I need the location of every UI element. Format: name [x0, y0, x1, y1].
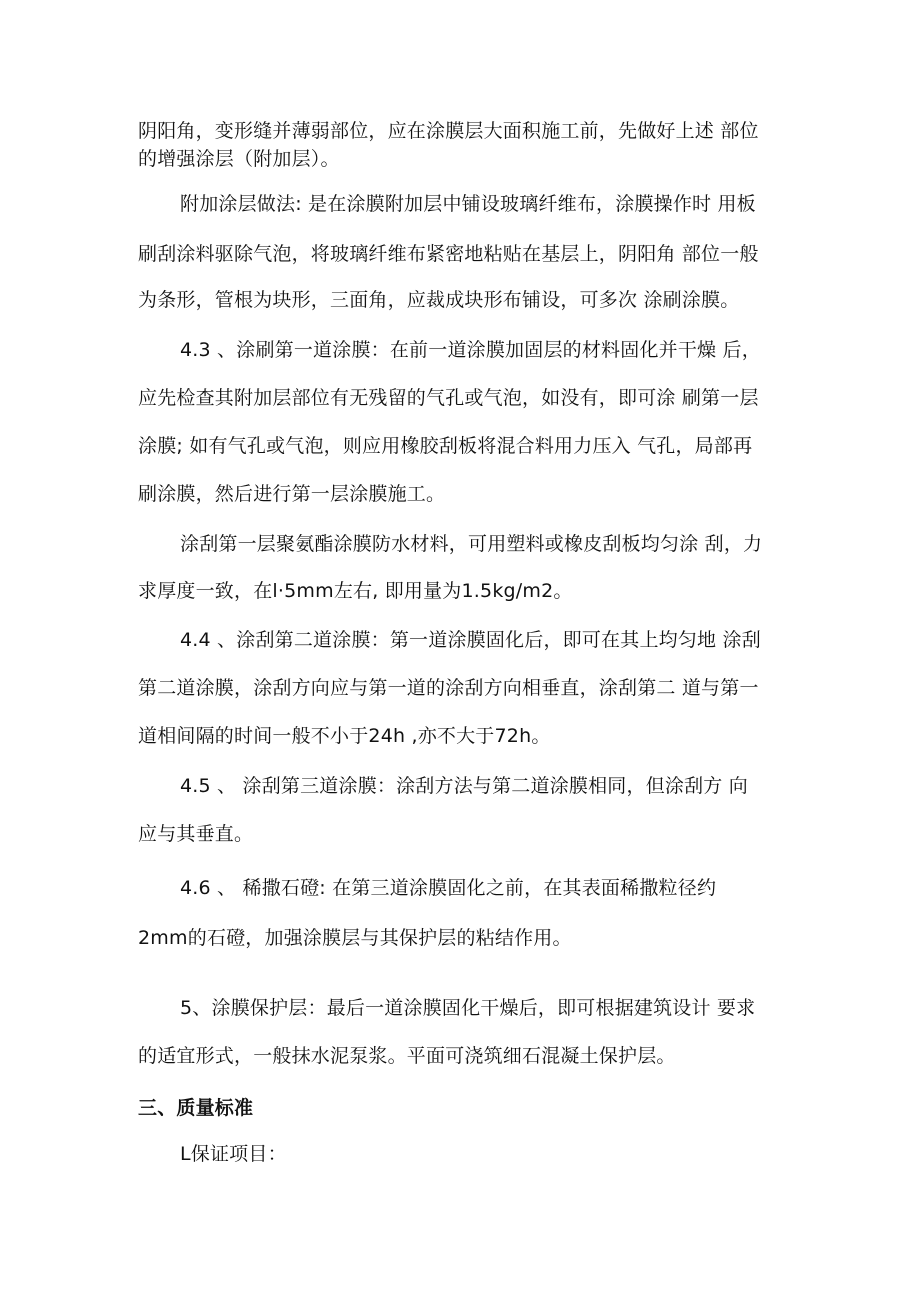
text-line: 阴阳角，变形缝并薄弱部位，应在涂膜层大面积施工前，先做好上述 部位: [138, 120, 759, 142]
section-3-title: 三、质量标准: [138, 1097, 254, 1119]
text-line: 刷刮涂料驱除气泡，将玻璃纤维布紧密地粘贴在基层上，阴阳角 部位一般: [138, 243, 759, 265]
section-4-4-heading: 4.4 、涂刮第二道涂膜：第一道涂膜固化后，即可在其上均匀地 涂刮: [180, 629, 761, 651]
subsection-title: L保证项目：: [180, 1143, 287, 1165]
text-line: 应与其垂直。: [138, 823, 254, 845]
text-line: 2mm的石磴，加强涂膜层与其保护层的粘结作用。: [138, 927, 572, 949]
section-5-heading: 5、涂膜保护层：最后一道涂膜固化干燥后，即可根据建筑设计 要求: [180, 997, 756, 1019]
text-line: 第二道涂膜，涂刮方向应与第一道的涂刮方向相垂直，涂刮第二 道与第一: [138, 677, 759, 699]
text-line: 道相间隔的时间一般不小于24h ,亦不大于72h。: [138, 725, 551, 747]
text-line: 涂膜; 如有气孔或气泡，则应用橡胶刮板将混合料用力压入 气孔，局部再: [138, 435, 753, 457]
text-line: 为条形，管根为块形，三面角，应裁成块形布铺设，可多次 涂刷涂膜。: [138, 289, 740, 311]
text-line: 应先检查其附加层部位有无残留的气孔或气泡，如没有，即可涂 刷第一层: [138, 387, 759, 409]
text-line: 的增强涂层（附加层）。: [138, 148, 340, 170]
text-line: 求厚度一致，在l·5mm左右, 即用量为1.5kg∕m2。: [138, 580, 573, 602]
paragraph-first-line: 附加涂层做法: 是在涂膜附加层中铺设玻璃纤维布，涂膜操作时 用板: [180, 193, 756, 215]
text-line: 刷涂膜，然后进行第一层涂膜施工。: [138, 483, 446, 505]
text-line: 的适宜形式，一般抹水泥泵浆。平面可浇筑细石混凝土保护层。: [138, 1045, 676, 1067]
section-4-6-heading: 4.6 、 稀撒石磴: 在第三道涂膜固化之前，在其表面稀撒粒径约: [180, 877, 717, 899]
paragraph-first-line: 涂刮第一层聚氨酯涂膜防水材料，可用塑料或橡皮刮板均匀涂 刮，力: [180, 533, 763, 555]
section-4-3-heading: 4.3 、涂刷第一道涂膜：在前一道涂膜加固层的材料固化并干燥 后，: [180, 339, 761, 361]
section-4-5-heading: 4.5 、 涂刮第三道涂膜：涂刮方法与第二道涂膜相同，但涂刮方 向: [180, 775, 748, 797]
